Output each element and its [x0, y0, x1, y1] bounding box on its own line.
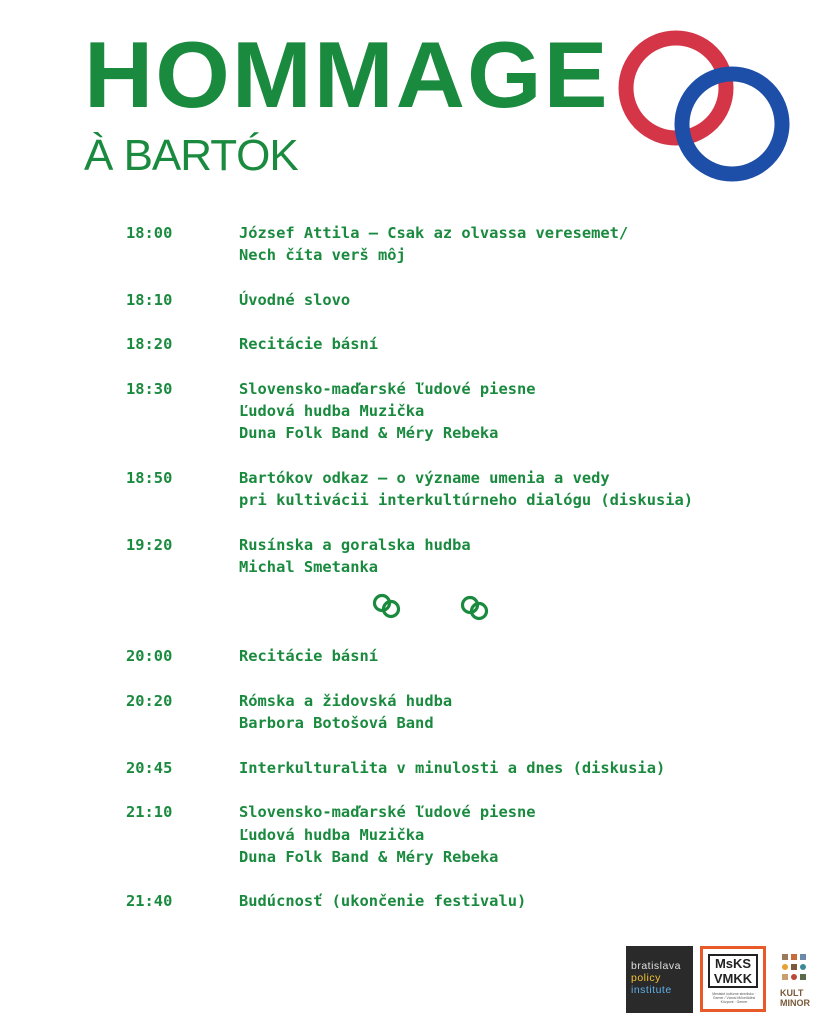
msks-caption: Mestské kultúrne stredisko · Gemer / Városi Művelődési Központ · Gemer — [712, 992, 756, 1005]
entry-line: Barbora Botošová Band — [239, 714, 434, 733]
entry-line: Recitácie básní — [239, 647, 378, 666]
logo-line: institute — [631, 984, 672, 996]
kult-minor-text — [780, 988, 810, 1008]
logo-line: KULT — [780, 988, 804, 998]
schedule-entry — [126, 467, 693, 512]
schedule-entry — [126, 757, 693, 779]
entry-time: 18:10 — [126, 290, 173, 309]
schedule-entry — [126, 378, 693, 445]
kult-minor-logo — [776, 952, 816, 1012]
entry-line: Slovensko-maďarské ľudové piesne — [239, 379, 536, 398]
entry-line: Recitácie básní — [239, 335, 378, 354]
schedule-entry — [126, 534, 693, 579]
kult-minor-mosaic-icon — [778, 952, 814, 986]
entry-line: Michal Smetanka — [239, 558, 378, 577]
entry-time: 20:00 — [126, 647, 173, 666]
logo-line: policy — [631, 972, 661, 984]
entry-time: 20:45 — [126, 758, 173, 777]
entry-line: Bartókov odkaz – o význame umenia a vedy — [239, 468, 610, 487]
entry-line: Ľudová hudba Muzička — [239, 825, 425, 844]
schedule-list — [126, 222, 693, 913]
entry-time: 18:50 — [126, 468, 173, 487]
entry-line: Úvodné slovo — [239, 290, 351, 309]
entry-time: 21:40 — [126, 892, 173, 911]
entry-time: 18:30 — [126, 379, 173, 398]
entry-line: Nech číta verš môj — [239, 246, 406, 265]
entry-line: József Attila – Csak az olvassa veresemet/ — [239, 224, 629, 242]
entry-line: Interkulturalita v minulosti a dnes (diskusia) — [239, 758, 666, 777]
entry-time: 18:20 — [126, 335, 173, 354]
entry-line: Slovensko-maďarské ľudové piesne — [239, 803, 536, 822]
rings-logo-icon — [612, 26, 802, 196]
logo-line: bratislava — [631, 960, 681, 972]
entry-time: 21:10 — [126, 803, 173, 822]
schedule-entry — [126, 690, 693, 735]
entry-line: Rómska a židovská hudba — [239, 691, 453, 710]
schedule-entry — [126, 890, 693, 912]
event-title: HOMMAGE — [84, 22, 610, 127]
event-subtitle: À BARTÓK — [84, 131, 298, 180]
schedule-entry — [126, 801, 693, 868]
entry-line: Rusínska a goralska hudba — [239, 535, 471, 554]
entry-line: Duna Folk Band & Méry Rebeka — [239, 424, 499, 443]
entry-line: Duna Folk Band & Méry Rebeka — [239, 847, 499, 866]
schedule-entry — [126, 289, 693, 311]
msks-logo — [700, 946, 766, 1012]
msks-mark: MsKS VMKK — [708, 954, 758, 988]
entry-time: 20:20 — [126, 691, 173, 710]
entry-time: 18:00 — [126, 224, 173, 242]
schedule-entry — [126, 222, 693, 267]
entry-line: pri kultivácii interkultúrneho dialógu (diskusia) — [239, 491, 694, 510]
bratislava-policy-institute-logo — [626, 946, 693, 1013]
entry-line: Budúcnosť (ukončenie festivalu) — [239, 892, 527, 911]
schedule-entry — [126, 645, 693, 667]
separator-rings-icon — [372, 592, 494, 624]
entry-line: Ľudová hudba Muzička — [239, 402, 425, 421]
entry-time: 19:20 — [126, 535, 173, 554]
logo-line: MINOR — [780, 998, 810, 1008]
schedule-entry — [126, 333, 693, 355]
